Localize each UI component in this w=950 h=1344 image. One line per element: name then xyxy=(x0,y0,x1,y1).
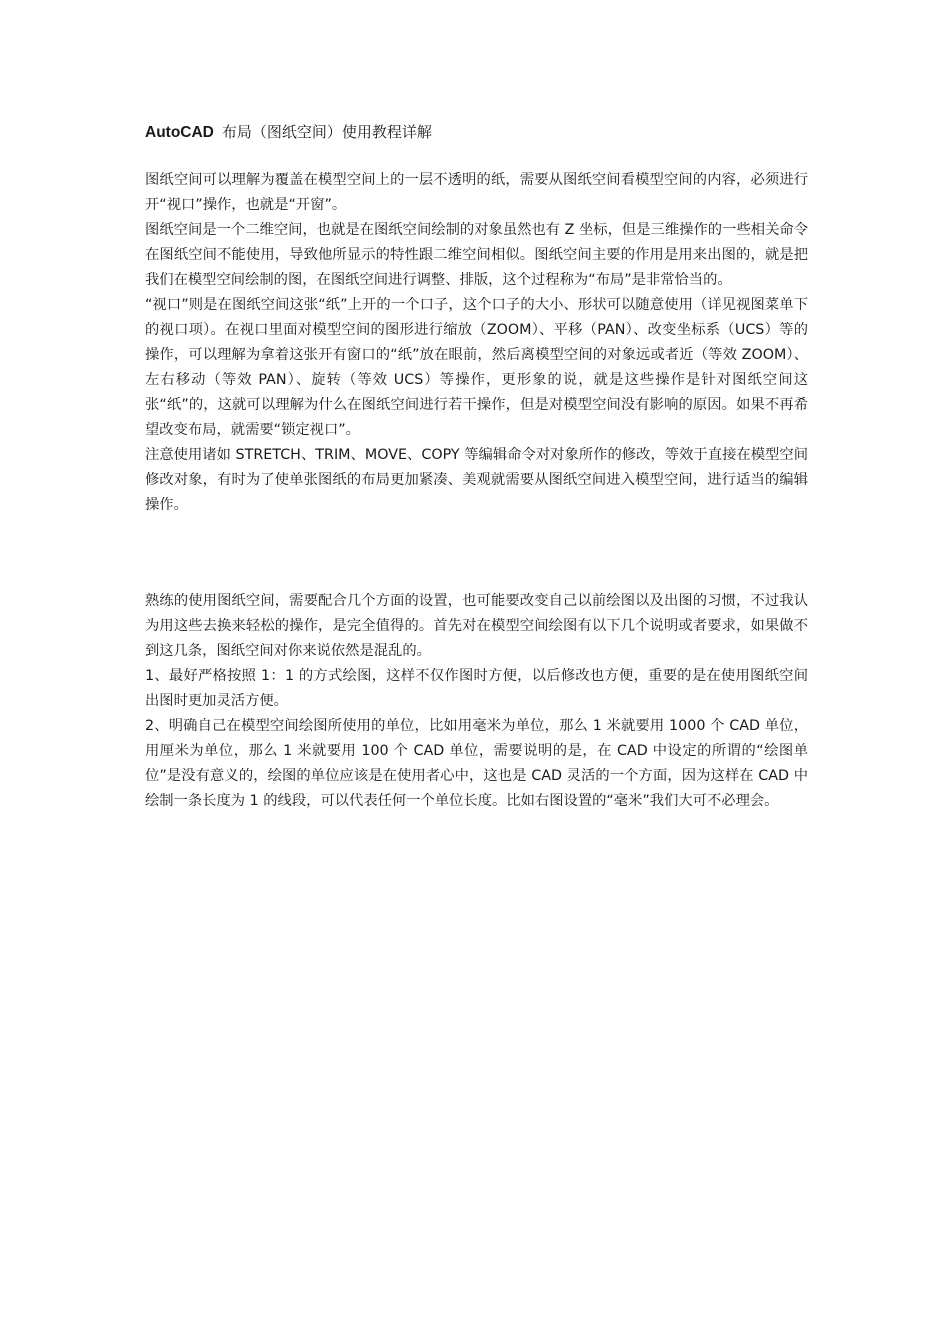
section-model-space-notes xyxy=(145,589,808,814)
paragraph: 图纸空间可以理解为覆盖在模型空间上的一层不透明的纸，需要从图纸空间看模型空间的内容，必须进行开“视口”操作，也就是“开窗”。 xyxy=(145,172,808,213)
paragraph: 2、明确自己在模型空间绘图所使用的单位，比如用毫米为单位，那么 1 米就要用 1000 个 CAD 单位，用厘米为单位，那么 1 米就要用 100 个 CAD 单位，需要说明的是，在 CAD 中设定的所谓的“绘图单位”是没有意义的，绘图的单位应该是在使用者心中，这也是 CAD 灵活的一个方面，因为这样在 CAD 中绘制一条长度为 1 的线段，可以代表任何一个单位长度。比如右图设置的“毫米”我们大可不必理会。 xyxy=(145,718,808,809)
paragraph: 1、最好严格按照 1：1 的方式绘图，这样不仅作图时方便，以后修改也方便，重要的是在使用图纸空间出图时更加灵活方便。 xyxy=(145,668,808,709)
paragraph: 注意使用诸如 STRETCH、TRIM、MOVE、COPY 等编辑命令对对象所作的修改，等效于直接在模型空间修改对象，有时为了使单张图纸的布局更加紧凑、美观就需要从图纸空间进入模型空间，进行适当的编辑操作。 xyxy=(145,447,808,513)
document-title xyxy=(145,120,808,145)
paragraph: 图纸空间是一个二维空间，也就是在图纸空间绘制的对象虽然也有 Z 坐标，但是三维操作的一些相关命令在图纸空间不能使用，导致他所显示的特性跟二维空间相似。图纸空间主要的作用是用来出图的，就是把我们在模型空间绘制的图，在图纸空间进行调整、排版，这个过程称为“布局”是非常恰当的。 xyxy=(145,222,808,288)
paragraph: 熟练的使用图纸空间，需要配合几个方面的设置，也可能要改变自己以前绘图以及出图的习惯，不过我认为用这些去换来轻松的操作，是完全值得的。首先对在模型空间绘图有以下几个说明或者要求，如果做不到这几条，图纸空间对你来说依然是混乱的。 xyxy=(145,593,808,659)
title-text: 布局（图纸空间）使用教程详解 xyxy=(221,123,432,141)
title-product-name: AutoCAD xyxy=(145,124,214,141)
section-paper-space-intro xyxy=(145,168,808,518)
paragraph: “视口”则是在图纸空间这张“纸”上开的一个口子，这个口子的大小、形状可以随意使用（详见视图菜单下的视口项）。在视口里面对模型空间的图形进行缩放（ZOOM）、平移（PAN）、改变坐标系（UCS）等的操作，可以理解为拿着这张开有窗口的“纸”放在眼前，然后离模型空间的对象远或者近（等效 ZOOM）、左右移动（等效 PAN）、旋转（等效 UCS）等操作，更形象的说，就是这些操作是针对图纸空间这张“纸”的，这就可以理解为什么在图纸空间进行若干操作，但是对模型空间没有影响的原因。如果不再希望改变布局，就需要“锁定视口”。 xyxy=(145,297,808,438)
